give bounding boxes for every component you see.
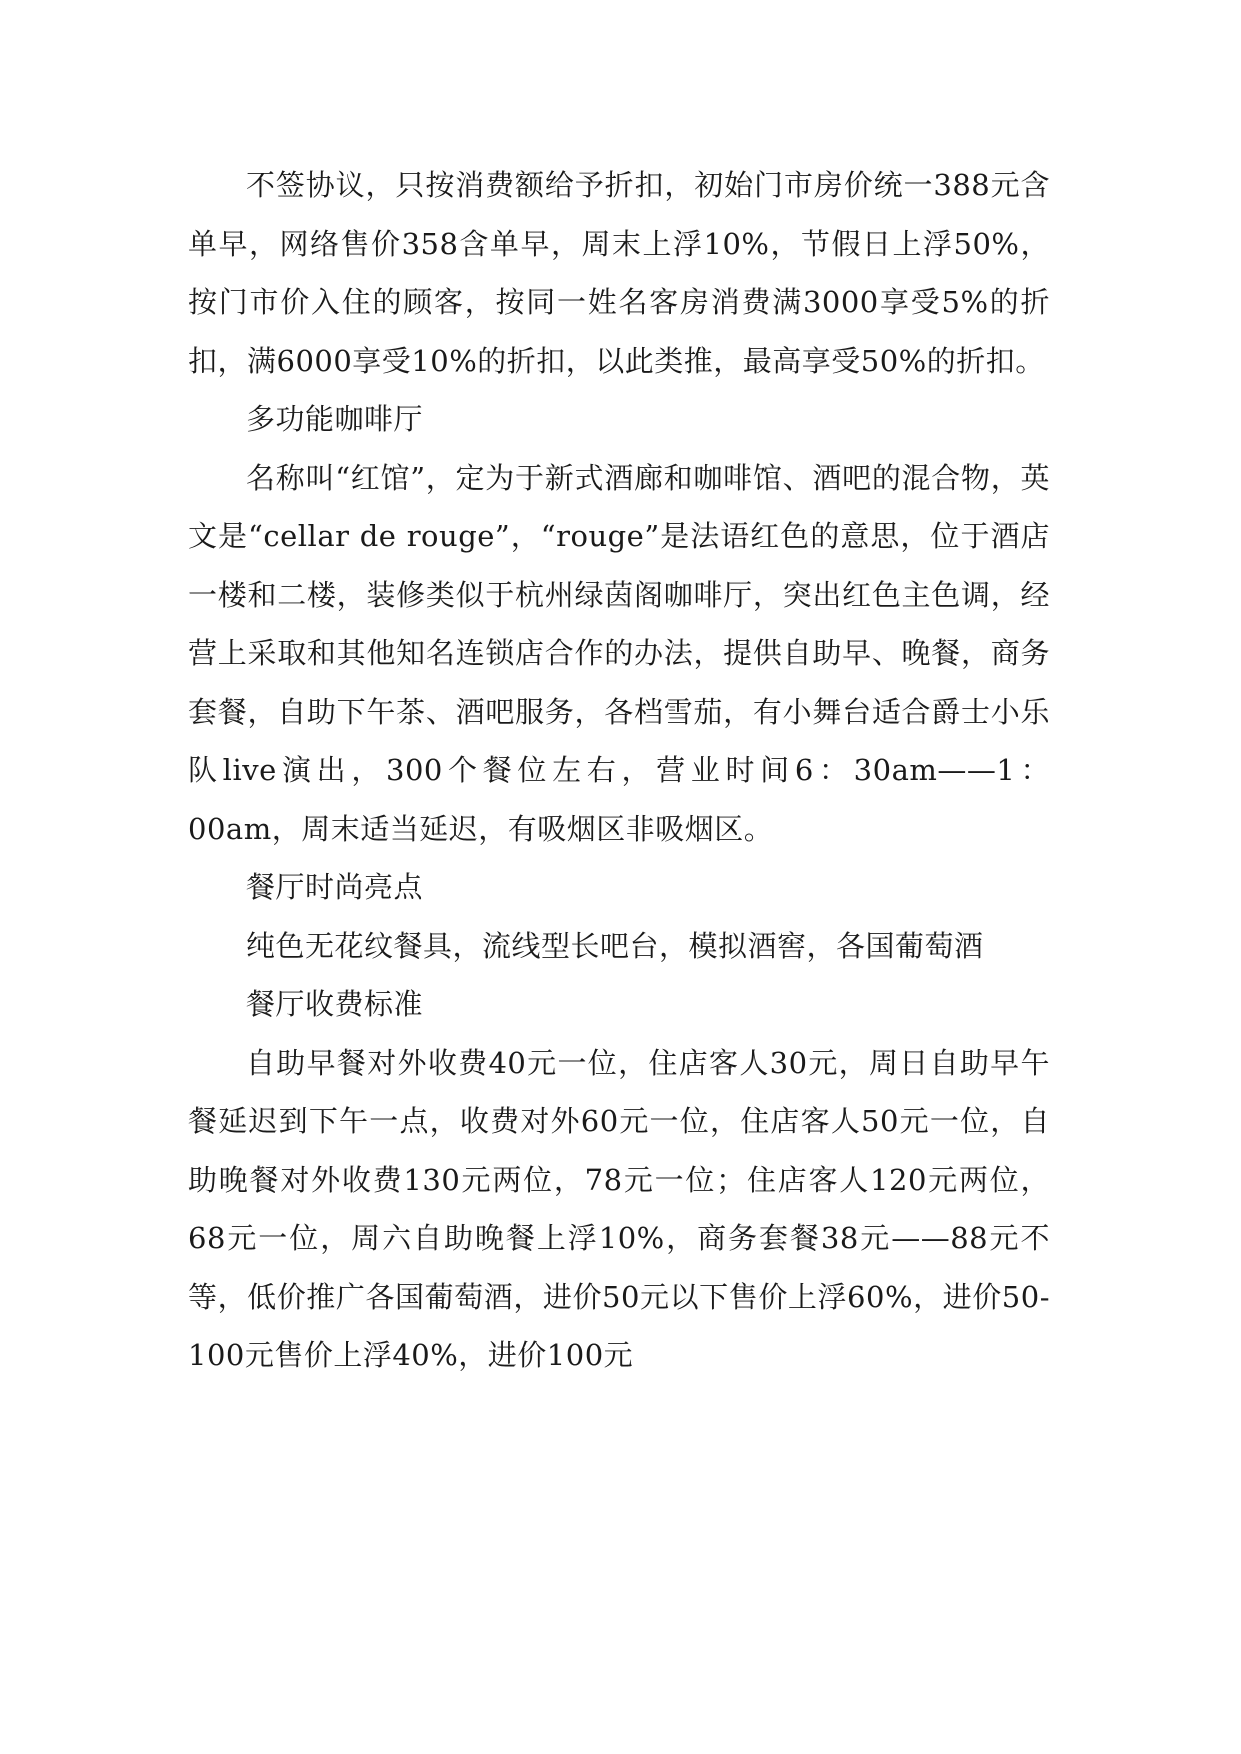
document-body bbox=[188, 156, 1050, 1385]
paragraph-restaurant-highlights: 纯色无花纹餐具，流线型长吧台，模拟酒窖，各国葡萄酒 bbox=[246, 928, 984, 963]
paragraph-discount-policy: 不签协议，只按消费额给予折扣，初始门市房价统一388元含单早，网络售价358含单早，周末上浮10%，节假日上浮50%，按门市价入住的顾客，按同一姓名客房消费满3000享受5%的折扣，满6000享受10%的折扣，以此类推，最高享受50%的折扣。 bbox=[188, 168, 1050, 378]
paragraph-restaurant-pricing: 自助早餐对外收费40元一位，住店客人30元，周日自助早午餐延迟到下午一点，收费对外60元一位，住店客人50元一位，自助晚餐对外收费130元两位，78元一位；住店客人120元两位，68元一位，周六自助晚餐上浮10%，商务套餐38元——88元不等，低价推广各国葡萄酒，进价50元以下售价上浮60%，进价50-100元售价上浮40%，进价100元 bbox=[188, 1045, 1050, 1372]
heading-restaurant-pricing: 餐厅收费标准 bbox=[246, 987, 424, 1021]
heading-restaurant-highlights: 餐厅时尚亮点 bbox=[246, 870, 424, 904]
heading-multifunction-cafe: 多功能咖啡厅 bbox=[246, 402, 424, 436]
paragraph-cafe-description: 名称叫“红馆”，定为于新式酒廊和咖啡馆、酒吧的混合物，英文是“cellar de rouge”，“rouge”是法语红色的意思，位于酒店一楼和二楼，装修类似于杭州绿茵阁咖啡厅，突出红色主色调，经营上采取和其他知名连锁店合作的办法，提供自助早、晚餐，商务套餐，自助下午茶、酒吧服务，各档雪茄，有小舞台适合爵士小乐队live演出，300个餐位左右，营业时间6：30am——1：00am，周末适当延迟，有吸烟区非吸烟区。 bbox=[188, 460, 1050, 846]
